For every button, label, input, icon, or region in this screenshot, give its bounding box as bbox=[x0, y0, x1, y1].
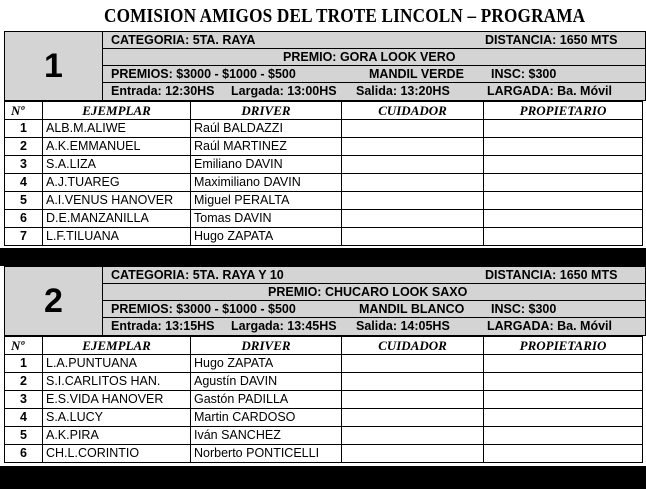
race-header bbox=[0, 31, 646, 101]
info-row-horarios bbox=[103, 317, 646, 336]
entry-driver: Agustín DAVIN bbox=[191, 373, 342, 391]
entries-table bbox=[4, 336, 643, 463]
table-row bbox=[5, 409, 643, 427]
info-row-premio bbox=[103, 283, 646, 301]
entry-owner bbox=[484, 427, 643, 445]
race-header bbox=[0, 266, 646, 336]
entry-number: 4 bbox=[5, 174, 43, 192]
mandil: MANDIL BLANCO bbox=[359, 302, 465, 316]
entries-body bbox=[5, 355, 643, 463]
entry-caretaker bbox=[342, 228, 484, 246]
entry-horse: S.I.CARLITOS HAN. bbox=[43, 373, 191, 391]
entry-horse: A.K.PIRA bbox=[43, 427, 191, 445]
entry-number: 3 bbox=[5, 391, 43, 409]
info-row-premio bbox=[103, 48, 646, 66]
col-owner: PROPIETARIO bbox=[484, 337, 643, 355]
entry-number: 1 bbox=[5, 355, 43, 373]
table-row bbox=[5, 138, 643, 156]
entry-driver: Raúl BALDAZZI bbox=[191, 120, 342, 138]
entry-driver: Maximiliano DAVIN bbox=[191, 174, 342, 192]
entries-body bbox=[5, 120, 643, 246]
entry-owner bbox=[484, 445, 643, 463]
entry-owner bbox=[484, 138, 643, 156]
premio: PREMIO: GORA LOOK VERO bbox=[283, 50, 456, 64]
entry-horse: A.K.EMMANUEL bbox=[43, 138, 191, 156]
entry-number: 4 bbox=[5, 409, 43, 427]
entry-number: 2 bbox=[5, 373, 43, 391]
col-caretaker: CUIDADOR bbox=[342, 102, 484, 120]
info-row-premios bbox=[103, 65, 646, 83]
table-header-row bbox=[5, 337, 643, 355]
premios: PREMIOS: $3000 - $1000 - $500 bbox=[111, 67, 296, 81]
salida: Salida: 14:05HS bbox=[356, 319, 450, 333]
entry-caretaker bbox=[342, 192, 484, 210]
premios: PREMIOS: $3000 - $1000 - $500 bbox=[111, 302, 296, 316]
entry-number: 1 bbox=[5, 120, 43, 138]
entry-number: 5 bbox=[5, 427, 43, 445]
entry-horse: CH.L.CORINTIO bbox=[43, 445, 191, 463]
entry-horse: L.F.TILUANA bbox=[43, 228, 191, 246]
race-number: 1 bbox=[4, 31, 103, 101]
program-title: COMISION AMIGOS DEL TROTE LINCOLN – PROGRAMA bbox=[104, 5, 586, 27]
table-row bbox=[5, 355, 643, 373]
col-driver: DRIVER bbox=[191, 337, 342, 355]
entry-caretaker bbox=[342, 156, 484, 174]
entry-caretaker bbox=[342, 427, 484, 445]
largada: Largada: 13:00HS bbox=[231, 84, 337, 98]
entries-table bbox=[4, 101, 643, 246]
entry-driver: Martin CARDOSO bbox=[191, 409, 342, 427]
premio: PREMIO: CHUCARO LOOK SAXO bbox=[268, 285, 468, 299]
entry-horse: E.S.VIDA HANOVER bbox=[43, 391, 191, 409]
entry-caretaker bbox=[342, 355, 484, 373]
entry-driver: Norberto PONTICELLI bbox=[191, 445, 342, 463]
entry-owner bbox=[484, 228, 643, 246]
distancia: DISTANCIA: 1650 MTS bbox=[485, 268, 618, 282]
distancia: DISTANCIA: 1650 MTS bbox=[485, 33, 618, 47]
categoria: CATEGORIA: 5TA. RAYA Y 10 bbox=[111, 268, 284, 282]
table-header-row bbox=[5, 102, 643, 120]
entry-caretaker bbox=[342, 445, 484, 463]
largada-tipo: LARGADA: Ba. Móvil bbox=[487, 84, 612, 98]
entrada: Entrada: 12:30HS bbox=[111, 84, 215, 98]
entry-driver: Gastón PADILLA bbox=[191, 391, 342, 409]
col-caretaker: CUIDADOR bbox=[342, 337, 484, 355]
entry-owner bbox=[484, 409, 643, 427]
col-owner: PROPIETARIO bbox=[484, 102, 643, 120]
table-row bbox=[5, 210, 643, 228]
table-row bbox=[5, 156, 643, 174]
entry-driver: Miguel PERALTA bbox=[191, 192, 342, 210]
entry-horse: A.J.TUAREG bbox=[43, 174, 191, 192]
entry-caretaker bbox=[342, 138, 484, 156]
table-row bbox=[5, 120, 643, 138]
race-separator-bar bbox=[0, 466, 646, 489]
entry-driver: Hugo ZAPATA bbox=[191, 228, 342, 246]
col-num: Nº bbox=[5, 102, 43, 120]
col-driver: DRIVER bbox=[191, 102, 342, 120]
table-row bbox=[5, 174, 643, 192]
entry-owner bbox=[484, 192, 643, 210]
entry-horse: A.I.VENUS HANOVER bbox=[43, 192, 191, 210]
table-row bbox=[5, 427, 643, 445]
entry-driver: Raúl MARTINEZ bbox=[191, 138, 342, 156]
entry-owner bbox=[484, 120, 643, 138]
info-row-categoria bbox=[103, 31, 646, 49]
entry-driver: Emiliano DAVIN bbox=[191, 156, 342, 174]
entry-owner bbox=[484, 174, 643, 192]
entry-number: 7 bbox=[5, 228, 43, 246]
table-row bbox=[5, 391, 643, 409]
race-number: 2 bbox=[4, 266, 103, 336]
race-separator-bar bbox=[0, 248, 646, 266]
entry-owner bbox=[484, 355, 643, 373]
largada-tipo: LARGADA: Ba. Móvil bbox=[487, 319, 612, 333]
entry-owner bbox=[484, 373, 643, 391]
table-row bbox=[5, 228, 643, 246]
entry-driver: Hugo ZAPATA bbox=[191, 355, 342, 373]
inscripcion: INSC: $300 bbox=[491, 302, 557, 316]
entry-horse: S.A.LIZA bbox=[43, 156, 191, 174]
entry-horse: D.E.MANZANILLA bbox=[43, 210, 191, 228]
table-row bbox=[5, 373, 643, 391]
entry-caretaker bbox=[342, 391, 484, 409]
entry-horse: S.A.LUCY bbox=[43, 409, 191, 427]
entry-caretaker bbox=[342, 174, 484, 192]
entry-owner bbox=[484, 391, 643, 409]
entry-caretaker bbox=[342, 210, 484, 228]
info-row-horarios bbox=[103, 82, 646, 101]
categoria: CATEGORIA: 5TA. RAYA bbox=[111, 33, 256, 47]
largada: Largada: 13:45HS bbox=[231, 319, 337, 333]
entry-owner bbox=[484, 156, 643, 174]
entry-driver: Tomas DAVIN bbox=[191, 210, 342, 228]
entrada: Entrada: 13:15HS bbox=[111, 319, 215, 333]
mandil: MANDIL VERDE bbox=[369, 67, 464, 81]
entry-number: 6 bbox=[5, 445, 43, 463]
table-row bbox=[5, 192, 643, 210]
entry-owner bbox=[484, 210, 643, 228]
col-horse: EJEMPLAR bbox=[43, 337, 191, 355]
entry-number: 2 bbox=[5, 138, 43, 156]
entry-number: 6 bbox=[5, 210, 43, 228]
entry-horse: L.A.PUNTUANA bbox=[43, 355, 191, 373]
info-row-premios bbox=[103, 300, 646, 318]
entry-horse: ALB.M.ALIWE bbox=[43, 120, 191, 138]
entry-caretaker bbox=[342, 120, 484, 138]
col-horse: EJEMPLAR bbox=[43, 102, 191, 120]
entry-number: 3 bbox=[5, 156, 43, 174]
entry-caretaker bbox=[342, 409, 484, 427]
entry-number: 5 bbox=[5, 192, 43, 210]
table-row bbox=[5, 445, 643, 463]
salida: Salida: 13:20HS bbox=[356, 84, 450, 98]
entry-driver: Iván SANCHEZ bbox=[191, 427, 342, 445]
col-num: Nº bbox=[5, 337, 43, 355]
entry-caretaker bbox=[342, 373, 484, 391]
inscripcion: INSC: $300 bbox=[491, 67, 557, 81]
info-row-categoria bbox=[103, 266, 646, 284]
